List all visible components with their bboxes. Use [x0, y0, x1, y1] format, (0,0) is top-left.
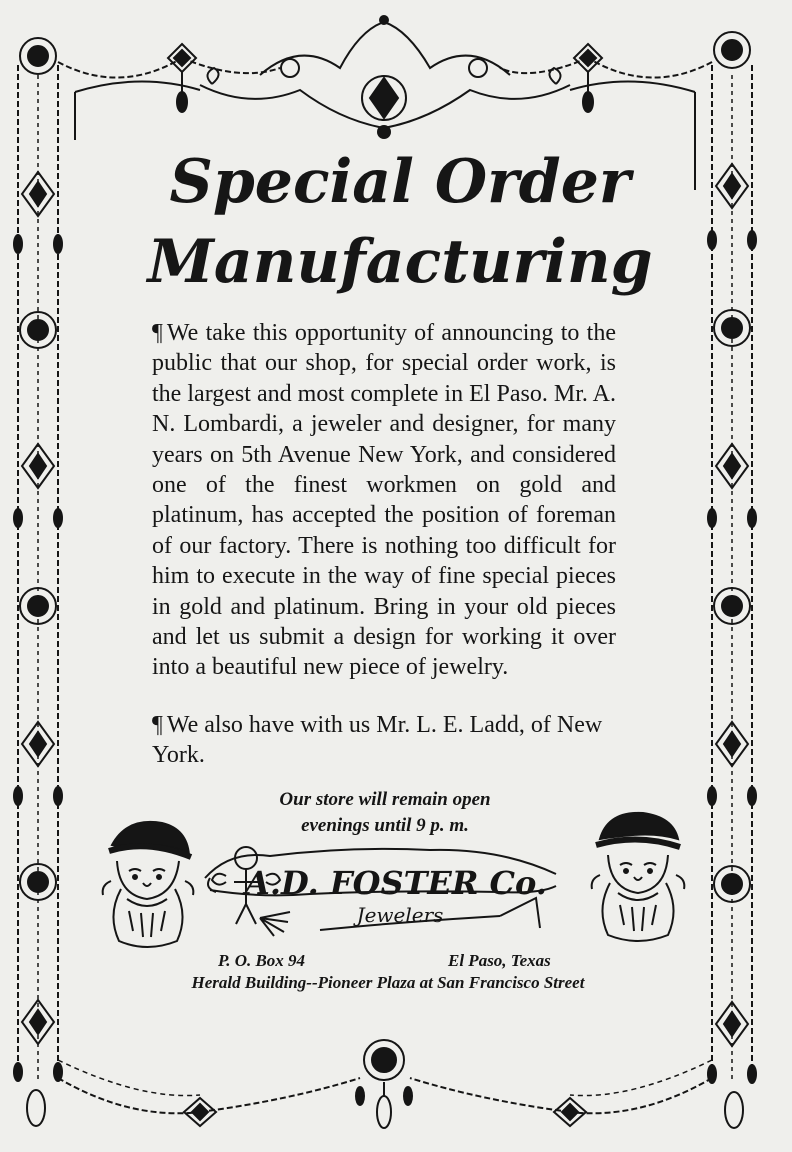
paragraph-1-text: We take this opportunity of announcing to the public that our shop, for special order work, is the largest and most complete in El Paso. Mr. A. N. Lombardi, a jeweler and designer, for many years on 5th Avenue New York, and considered one of the finest workmen on gold and platinum, has accepted the position of foreman of our factory. There is nothing too difficult for him to execute in the way of fine special pieces in gold and platinum. Bring in your old pieces and let us submit a design for working it over into a beautiful new piece of jewelry. — [152, 320, 616, 681]
logo-name: A.D. FOSTER Co. — [245, 864, 547, 902]
headline-line-1: Special Order — [169, 147, 631, 217]
store-hours-line-2: evenings until 9 p. m. — [301, 815, 469, 836]
paragraph-mark: ¶ — [152, 320, 163, 346]
city-state: El Paso, Texas — [448, 951, 551, 970]
paragraph-ladd — [152, 710, 616, 771]
street-address: Herald Building--Pioneer Plaza at San Francisco Street — [191, 973, 585, 992]
santa-claus-head-right — [588, 807, 688, 943]
paragraph-announcement — [152, 318, 616, 683]
logo-tagline: Jewelers — [356, 903, 444, 927]
po-box: P. O. Box 94 — [218, 951, 306, 970]
paragraph-2-text: We also have with us Mr. L. E. Ladd, of New York. — [152, 712, 603, 769]
paragraph-mark: ¶ — [152, 712, 163, 738]
foster-co-logo — [200, 838, 570, 950]
santa-claus-head-left — [97, 815, 197, 951]
headline-line-2: Manufacturing — [147, 227, 653, 297]
store-hours-line-1: Our store will remain open — [279, 789, 491, 810]
